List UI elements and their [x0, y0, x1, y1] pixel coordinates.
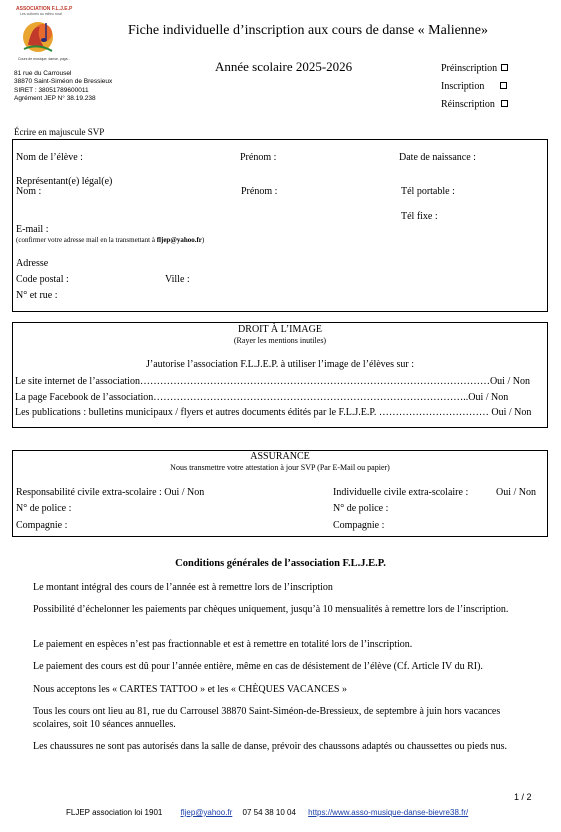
- image-rights-subtitle: (Rayer les mentions inutiles): [233, 336, 327, 345]
- logo-title: ASSOCIATION F.L.J.E.P: [16, 6, 73, 12]
- music-dance-logo-icon: [18, 17, 58, 55]
- conditions-title: Conditions générales de l’association F.L.J.E.P.: [175, 558, 386, 569]
- consent-row-facebook[interactable]: La page Facebook de l’association…………………………………………………………………………………..Oui / Non: [15, 392, 509, 403]
- checkbox-reinscription[interactable]: [441, 99, 508, 110]
- footer: [66, 808, 468, 817]
- address-agrement: Agrément JEP N° 38.19.238: [14, 94, 96, 102]
- consent-row-publications[interactable]: Les publications : bulletins municipaux / flyers et autres documents édités par le F.L.J.E.P. …………………………… Oui / Non: [15, 407, 532, 418]
- liability-field[interactable]: Responsabilité civile extra-scolaire : Oui / Non: [16, 487, 205, 498]
- footer-phone: 07 54 38 10 04: [242, 808, 296, 817]
- checkbox-preinscription[interactable]: [441, 63, 508, 74]
- condition-item: Le paiement des cours est dû pour l’année entière, même en cas de désistement de l’élève (Cf. Article IV du RI).: [33, 661, 483, 672]
- checkbox-label: Préinscription: [441, 63, 498, 74]
- address-label: Adresse: [16, 258, 49, 269]
- address-line2: 38870 Saint-Siméon de Bressieux: [14, 78, 113, 86]
- guardian-label: Représentant(e) légal(e): [16, 176, 113, 187]
- condition-item: Le montant intégral des cours de l’année est à remettre lors de l’inscription: [33, 582, 333, 593]
- instruction: Écrire en majuscule SVP: [14, 127, 105, 137]
- email-note-text: (confirmer votre adresse mail en la transmettant à: [16, 236, 157, 244]
- email-note-close: ): [201, 236, 205, 244]
- individual-company-field[interactable]: Compagnie :: [333, 520, 385, 531]
- email-field[interactable]: E-mail :: [16, 224, 49, 235]
- street-field[interactable]: N° et rue :: [16, 290, 58, 301]
- page-title: Fiche individuelle d’inscription aux cours de danse « Malienne»: [128, 23, 489, 38]
- student-firstname-field[interactable]: Prénom :: [240, 152, 277, 163]
- birthdate-field[interactable]: Date de naissance :: [399, 152, 476, 163]
- student-name-field[interactable]: Nom de l’élève :: [16, 152, 83, 163]
- checkbox-icon[interactable]: [500, 82, 507, 89]
- school-year: Année scolaire 2025-2026: [215, 59, 353, 74]
- condition-item: Les chaussures ne sont pas autorisés dans la salle de danse, prévoir des chaussons adaptés ou chaussettes ou pieds nus.: [33, 741, 508, 752]
- individual-insurance-choice[interactable]: Oui / Non: [496, 487, 536, 498]
- city-field[interactable]: Ville :: [165, 274, 190, 285]
- guardian-name-field[interactable]: Nom :: [16, 186, 42, 197]
- condition-item: Le paiement en espèces n’est pas fractionnable et est à remettre en totalité lors de l’inscription.: [33, 639, 413, 650]
- guardian-firstname-field[interactable]: Prénom :: [241, 186, 278, 197]
- student-box: [12, 139, 548, 312]
- condition-item: Tous les cours ont lieu au 81, rue du Carrousel 38870 Saint-Siméon-de-Bressieux, de septembre à juin hors vacances scolaires, soit 10 séances annuelles.: [33, 706, 501, 730]
- checkbox-inscription[interactable]: [441, 81, 507, 92]
- checkbox-label: Inscription: [441, 81, 485, 92]
- footer-email-link[interactable]: fljep@yahoo.fr: [180, 808, 233, 817]
- image-rights-intro: J’autorise l’association F.L.J.E.P. à utiliser l’image de l’élèves sur :: [145, 359, 415, 370]
- condition-item: Nous acceptons les « CARTES TATTOO » et les « CHÈQUES VACANCES »: [33, 684, 347, 695]
- insurance-subtitle: Nous transmettre votre attestation à jour SVP (Par E-Mail ou papier): [170, 463, 390, 472]
- address-line1: 81 rue du Carrousel: [14, 70, 72, 77]
- email-address: fljep@yahoo.fr: [156, 236, 202, 244]
- individual-policy-field[interactable]: N° de police :: [333, 503, 389, 514]
- condition-item: Possibilité d’échelonner les paiements par chèques uniquement, jusqu’à 10 mensualités à remettre lors de l’inscription.: [33, 604, 509, 615]
- logo-caption: Cours de musique, danse, yoga...: [18, 57, 71, 61]
- page-number: 1 / 2: [514, 792, 532, 802]
- footer-website-link[interactable]: https://www.asso-musique-danse-bievre38.fr/: [308, 808, 469, 817]
- insurance-box: [12, 450, 548, 537]
- logo-subtitle: Les cultures au milieu rural: [20, 12, 62, 16]
- liability-policy-field[interactable]: N° de police :: [16, 503, 72, 514]
- checkbox-label: Réinscription: [441, 99, 495, 110]
- address-block: [14, 70, 112, 103]
- insurance-title: ASSURANCE: [250, 451, 310, 462]
- email-note: [16, 236, 204, 244]
- checkbox-icon[interactable]: [501, 64, 508, 71]
- address-siret: SIRET : 38051789600011: [14, 86, 89, 94]
- consent-row-website[interactable]: Le site internet de l’association……………………………………………………………………………………………Oui / Non: [15, 376, 530, 387]
- postal-code-field[interactable]: Code postal :: [16, 274, 69, 285]
- logo: [12, 6, 73, 66]
- liability-company-field[interactable]: Compagnie :: [16, 520, 68, 531]
- checkbox-icon[interactable]: [501, 100, 508, 107]
- footer-org: FLJEP association loi 1901: [66, 808, 163, 817]
- image-rights-box: [12, 322, 548, 428]
- mobile-phone-field[interactable]: Tél portable :: [401, 186, 455, 197]
- landline-field[interactable]: Tél fixe :: [401, 211, 438, 222]
- image-rights-title: DROIT À L’IMAGE: [238, 324, 322, 335]
- individual-insurance-field[interactable]: Individuelle civile extra-scolaire :: [333, 487, 469, 498]
